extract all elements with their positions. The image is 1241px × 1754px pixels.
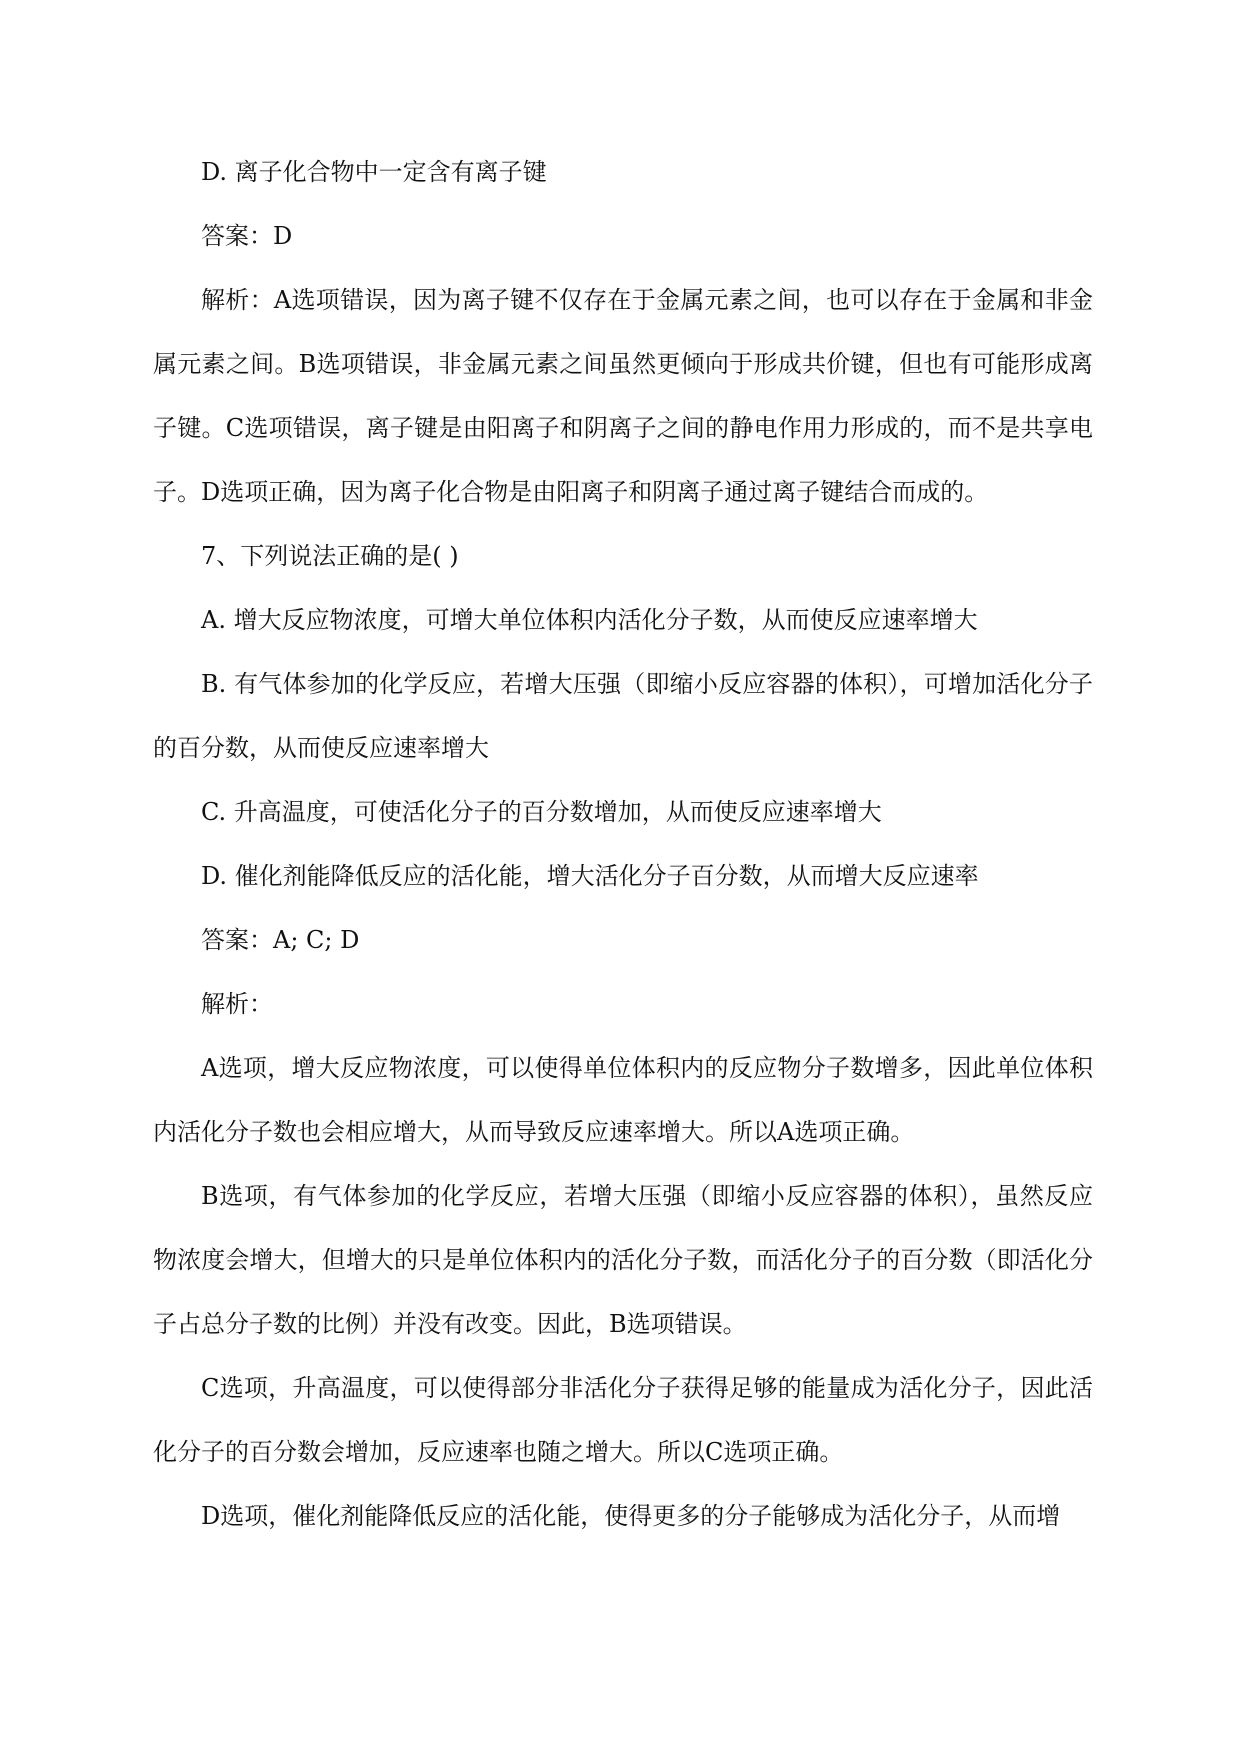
q6-analysis: 解析：A选项错误，因为离子键不仅存在于金属元素之间，也可以存在于金属和非金属元素之间。B选项错误，非金属元素之间虽然更倾向于形成共价键，但也有可能形成离子键。C选项错误，离子键是由阳离子和阴离子之间的静电作用力形成的，而不是共享电子。D选项正确，因为离子化合物是由阳离子和阴离子通过离子键结合而成的。 [153, 286, 1093, 506]
q7-analysis-b: B选项，有气体参加的化学反应，若增大压强（即缩小反应容器的体积），虽然反应物浓度会增大，但增大的只是单位体积内的活化分子数，而活化分子的百分数（即活化分子占总分子数的比例）并没有改变。因此，B选项错误。 [153, 1182, 1093, 1338]
q6-answer: 答案：D [201, 222, 293, 250]
q7-option-a: A. 增大反应物浓度，可增大单位体积内活化分子数，从而使反应速率增大 [201, 606, 978, 634]
q7-option-c: C. 升高温度，可使活化分子的百分数增加，从而使反应速率增大 [201, 798, 882, 826]
q7-analysis-a: A选项，增大反应物浓度，可以使得单位体积内的反应物分子数增多，因此单位体积内活化分子数也会相应增大，从而导致反应速率增大。所以A选项正确。 [153, 1054, 1093, 1146]
q7-answer: 答案：A; C; D [201, 926, 360, 954]
document-page [153, 140, 1093, 1548]
q7-analysis-label: 解析： [201, 990, 273, 1018]
q7-option-b: B. 有气体参加的化学反应，若增大压强（即缩小反应容器的体积），可增加活化分子的百分数，从而使反应速率增大 [153, 670, 1093, 762]
q7-option-d: D. 催化剂能降低反应的活化能，增大活化分子百分数，从而增大反应速率 [201, 862, 979, 890]
q7-stem: 7、下列说法正确的是( ) [201, 542, 459, 570]
q7-analysis-d: D选项，催化剂能降低反应的活化能，使得更多的分子能够成为活化分子，从而增 [201, 1502, 1061, 1530]
q7-analysis-c: C选项，升高温度，可以使得部分非活化分子获得足够的能量成为活化分子，因此活化分子的百分数会增加，反应速率也随之增大。所以C选项正确。 [153, 1374, 1093, 1466]
q6-option-d: D. 离子化合物中一定含有离子键 [201, 158, 547, 186]
